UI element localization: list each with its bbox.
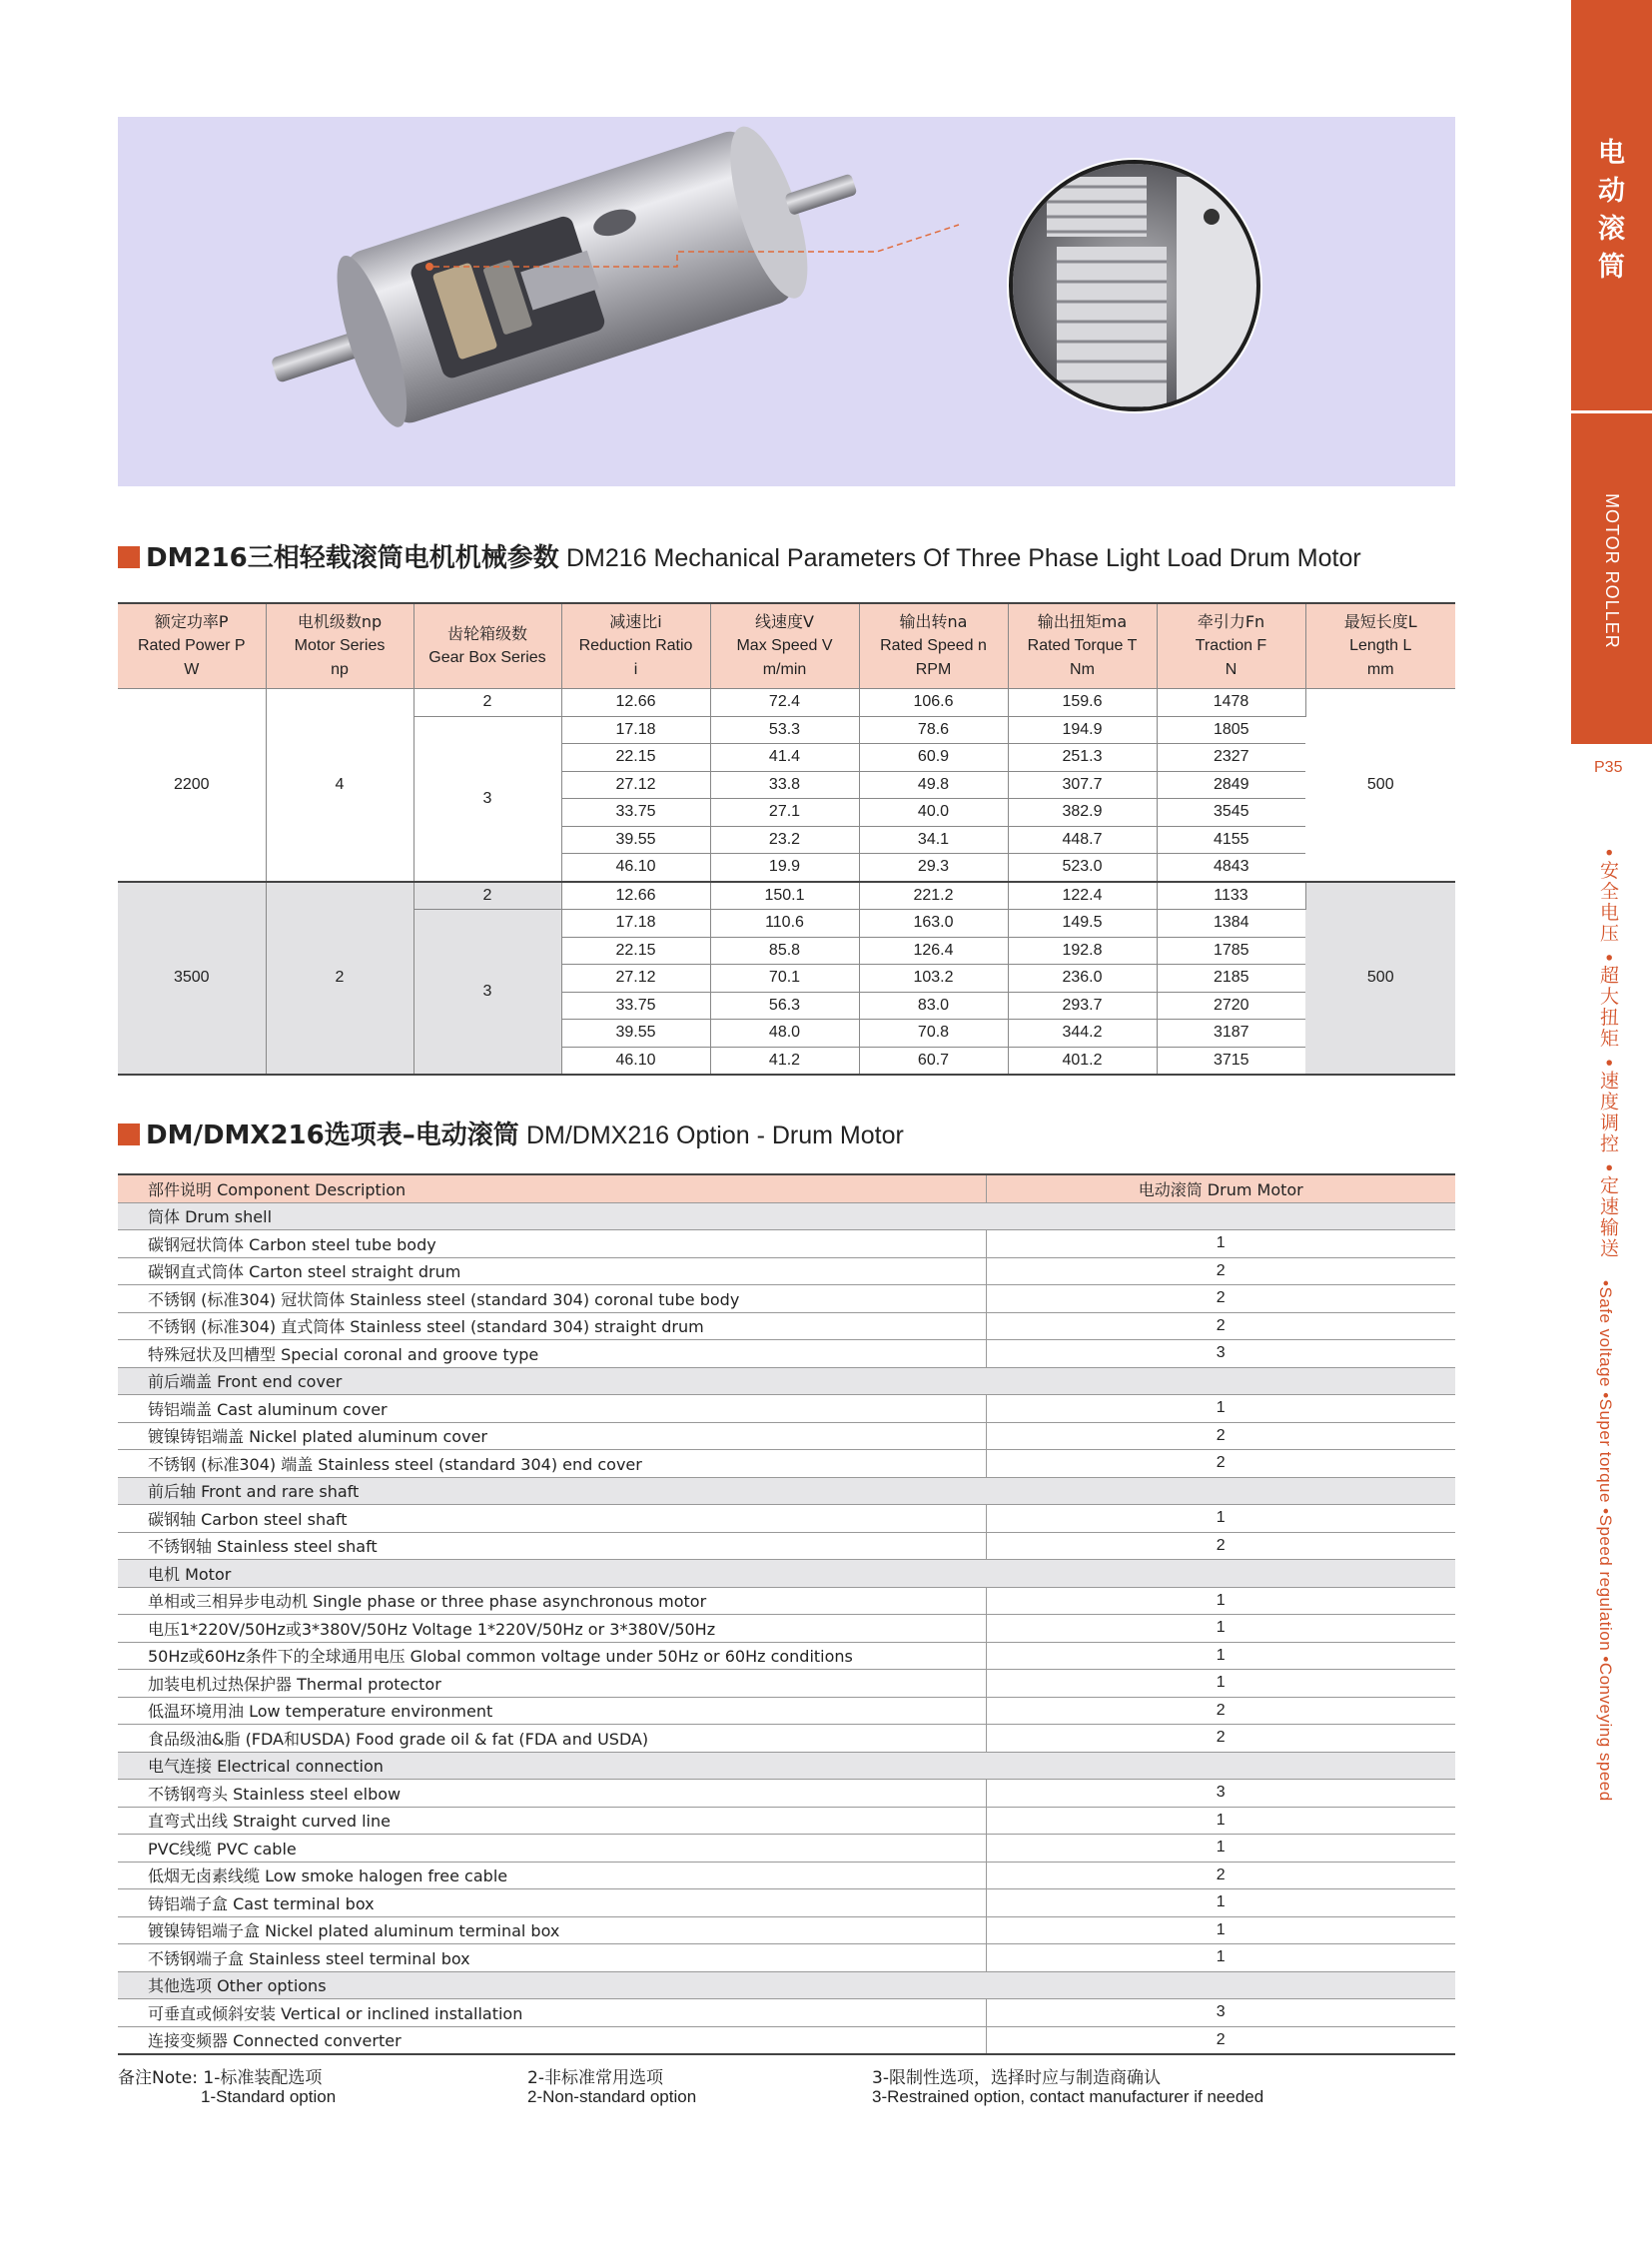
option-item-value: 2 [986, 1257, 1455, 1285]
sidebar-category-en: MOTOR ROLLER [1602, 493, 1622, 649]
param-header-line: Rated Power P [137, 637, 246, 654]
option-item-value: 2 [986, 1285, 1455, 1313]
param-value-cell: 194.9 [1008, 716, 1157, 744]
param-header-line: Motor Series [294, 637, 386, 654]
option-table-header [118, 1174, 1455, 1202]
option-item-description: 食品级油&脂 (FDA和USDA) Food grade oil & fat (FDA and USDA) [118, 1725, 986, 1753]
param-value-cell: 401.2 [1008, 1047, 1157, 1075]
param-header-line: Rated Torque T [1027, 637, 1138, 654]
option-group-row [118, 1971, 1455, 1999]
option-item-row [118, 1944, 1455, 1972]
option-group-name: 筒体 Drum shell [118, 1202, 1455, 1230]
option-item-description: 不锈钢端子盒 Stainless steel terminal box [118, 1944, 986, 1972]
option-item-row [118, 2026, 1455, 2054]
option-item-value: 2 [986, 1725, 1455, 1753]
option-item-description: 镀镍铸铝端子盒 Nickel plated aluminum terminal box [118, 1916, 986, 1944]
option-item-value: 2 [986, 1532, 1455, 1560]
option-item-row [118, 1257, 1455, 1285]
param-value-cell: 27.1 [710, 799, 859, 827]
option-item-description: 不锈钢轴 Stainless steel shaft [118, 1532, 986, 1560]
gear-box-cell: 2 [413, 882, 561, 910]
param-value-cell: 110.6 [710, 910, 859, 938]
option-item-description: 不锈钢 (标准304) 冠状筒体 Stainless steel (standard 304) coronal tube body [118, 1285, 986, 1313]
param-header-line: 电机级数np [297, 612, 383, 631]
option-header-drum-motor: 电动滚筒 Drum Motor [986, 1174, 1455, 1202]
param-value-cell: 251.3 [1008, 744, 1157, 772]
sidebar-divider [1571, 741, 1652, 744]
param-value-cell: 19.9 [710, 854, 859, 882]
param-value-cell: 4843 [1157, 854, 1305, 882]
param-value-cell: 70.8 [859, 1020, 1008, 1048]
option-item-value: 1 [986, 1835, 1455, 1863]
option-item-row [118, 1587, 1455, 1615]
option-item-row [118, 1615, 1455, 1643]
param-value-cell: 17.18 [561, 716, 710, 744]
param-header-line: W [184, 661, 200, 678]
option-item-row [118, 1505, 1455, 1533]
param-value-cell: 41.4 [710, 744, 859, 772]
parameter-table [118, 602, 1455, 1076]
option-item-description: 直弯式出线 Straight curved line [118, 1807, 986, 1835]
option-item-row [118, 1670, 1455, 1698]
param-value-cell: 159.6 [1008, 689, 1157, 717]
param-header-line: Length L [1349, 637, 1412, 654]
section-title-en: DM/DMX216 Option - Drum Motor [525, 1121, 904, 1149]
option-item-description: 碳钢轴 Carbon steel shaft [118, 1505, 986, 1533]
param-value-cell: 122.4 [1008, 882, 1157, 910]
option-item-row [118, 1807, 1455, 1835]
param-value-cell: 46.10 [561, 1047, 710, 1075]
param-header-line: 齿轮箱级数 [446, 624, 527, 643]
option-item-description: 碳钢直式筒体 Carton steel straight drum [118, 1257, 986, 1285]
param-header-line: N [1225, 661, 1238, 678]
param-value-cell: 1384 [1157, 910, 1305, 938]
param-header-line: mm [1366, 661, 1394, 678]
motor-series-cell: 2 [266, 882, 413, 1076]
option-item-value: 1 [986, 1642, 1455, 1670]
param-header-0 [118, 603, 266, 689]
param-value-cell: 12.66 [561, 882, 710, 910]
param-value-cell: 33.8 [710, 771, 859, 799]
param-header-line: Traction F [1195, 637, 1267, 654]
product-hero-image [118, 117, 1455, 486]
param-header-2 [413, 603, 561, 689]
section-title-en: DM216 Mechanical Parameters Of Three Phase Light Load Drum Motor [565, 544, 1361, 572]
note-label: 备注Note: 1-标准装配选项 [118, 2068, 323, 2088]
param-value-cell: 2849 [1157, 771, 1305, 799]
option-table [118, 1173, 1455, 2055]
param-value-cell: 23.2 [710, 826, 859, 854]
option-item-row [118, 1889, 1455, 1917]
param-value-cell: 39.55 [561, 826, 710, 854]
param-value-cell: 344.2 [1008, 1020, 1157, 1048]
param-value-cell: 1133 [1157, 882, 1305, 910]
param-value-cell: 126.4 [859, 937, 1008, 965]
option-item-row [118, 1395, 1455, 1423]
param-value-cell: 2720 [1157, 992, 1305, 1020]
option-item-description: 铸铝端盖 Cast aluminum cover [118, 1395, 986, 1423]
option-item-value: 3 [986, 1999, 1455, 2027]
param-header-line: 牵引力Fn [1197, 612, 1265, 631]
option-group-name: 其他选项 Other options [118, 1971, 1455, 1999]
option-item-row [118, 1422, 1455, 1450]
option-item-value: 3 [986, 1340, 1455, 1368]
param-header-6 [1008, 603, 1157, 689]
param-value-cell: 72.4 [710, 689, 859, 717]
rated-power-cell: 3500 [118, 882, 266, 1076]
param-value-cell: 4155 [1157, 826, 1305, 854]
param-value-cell: 83.0 [859, 992, 1008, 1020]
option-item-value: 1 [986, 1587, 1455, 1615]
option-group-row [118, 1752, 1455, 1780]
param-header-line: m/min [762, 661, 807, 678]
param-value-cell: 27.12 [561, 771, 710, 799]
gear-box-cell: 2 [413, 689, 561, 717]
option-item-description: 低烟无卤素线缆 Low smoke halogen free cable [118, 1862, 986, 1889]
param-value-cell: 29.3 [859, 854, 1008, 882]
length-cell: 500 [1305, 882, 1455, 1076]
page-number: P35 [1594, 759, 1623, 776]
option-item-value: 2 [986, 1450, 1455, 1478]
param-value-cell: 60.9 [859, 744, 1008, 772]
param-value-cell: 22.15 [561, 744, 710, 772]
option-item-value: 1 [986, 1670, 1455, 1698]
option-item-description: 50Hz或60Hz条件下的全球通用电压 Global common voltage under 50Hz or 60Hz conditions [118, 1642, 986, 1670]
param-value-cell: 70.1 [710, 965, 859, 993]
param-value-cell: 17.18 [561, 910, 710, 938]
option-group-name: 前后端盖 Front end cover [118, 1367, 1455, 1395]
param-header-line: i [633, 661, 638, 678]
length-cell: 500 [1305, 689, 1455, 882]
option-item-description: 不锈钢弯头 Stainless steel elbow [118, 1780, 986, 1808]
param-value-cell: 523.0 [1008, 854, 1157, 882]
param-value-cell: 48.0 [710, 1020, 859, 1048]
param-value-cell: 40.0 [859, 799, 1008, 827]
param-header-line: 最短长度L [1343, 612, 1417, 631]
param-value-cell: 49.8 [859, 771, 1008, 799]
option-item-value: 1 [986, 1889, 1455, 1917]
option-item-value: 1 [986, 1944, 1455, 1972]
sidebar-features-cn: •安全电压 •超大扭矩 •速度调控 •定速输送 [1597, 847, 1619, 1259]
option-item-description: 不锈钢 (标准304) 直式筒体 Stainless steel (standard 304) straight drum [118, 1312, 986, 1340]
param-header-line: Max Speed V [736, 637, 833, 654]
option-item-value: 2 [986, 1422, 1455, 1450]
parameter-table-header [118, 603, 1455, 689]
param-value-cell: 163.0 [859, 910, 1008, 938]
option-item-row [118, 1532, 1455, 1560]
option-item-row [118, 1697, 1455, 1725]
option-group-row [118, 1367, 1455, 1395]
note-2-en: 2-Non-standard option [527, 2087, 697, 2106]
option-item-row [118, 1230, 1455, 1258]
option-group-name: 电机 Motor [118, 1560, 1455, 1588]
option-item-value: 2 [986, 1312, 1455, 1340]
option-group-name: 前后轴 Front and rare shaft [118, 1477, 1455, 1505]
option-item-description: 低温环境用油 Low temperature environment [118, 1697, 986, 1725]
param-header-line: Rated Speed n [880, 637, 987, 654]
param-header-line: 输出扭矩ma [1037, 612, 1128, 631]
sidebar-category-block [1571, 0, 1652, 410]
param-value-cell: 53.3 [710, 716, 859, 744]
option-item-row [118, 1285, 1455, 1313]
option-item-value: 2 [986, 2026, 1455, 2054]
param-value-cell: 46.10 [561, 854, 710, 882]
drum-motor-illustration [118, 117, 1455, 486]
param-header-4 [710, 603, 859, 689]
param-value-cell: 3545 [1157, 799, 1305, 827]
gear-box-cell: 3 [413, 910, 561, 1076]
option-item-value: 1 [986, 1807, 1455, 1835]
sidebar-features-en: •Safe voltage •Super torque •Speed regulation •Conveying speed [1596, 1280, 1615, 1802]
option-item-value: 1 [986, 1615, 1455, 1643]
param-value-cell: 293.7 [1008, 992, 1157, 1020]
option-item-description: 镀镍铸铝端盖 Nickel plated aluminum cover [118, 1422, 986, 1450]
param-value-cell: 12.66 [561, 689, 710, 717]
option-group-row [118, 1202, 1455, 1230]
param-header-line: np [331, 661, 349, 678]
option-item-value: 2 [986, 1862, 1455, 1889]
param-header-line: 减速比i [609, 612, 662, 631]
param-value-cell: 3187 [1157, 1020, 1305, 1048]
option-item-row [118, 1780, 1455, 1808]
rated-power-cell: 2200 [118, 689, 266, 882]
param-value-cell: 150.1 [710, 882, 859, 910]
param-value-cell: 33.75 [561, 799, 710, 827]
option-item-description: 电压1*220V/50Hz或3*380V/50Hz Voltage 1*220V/50Hz or 3*380V/50Hz [118, 1615, 986, 1643]
param-value-cell: 27.12 [561, 965, 710, 993]
note-1-en: 1-Standard option [201, 2087, 337, 2106]
option-group-row [118, 1477, 1455, 1505]
option-item-description: 连接变频器 Connected converter [118, 2026, 986, 2054]
param-header-5 [859, 603, 1008, 689]
option-item-description: 铸铝端子盒 Cast terminal box [118, 1889, 986, 1917]
option-item-description: 单相或三相异步电动机 Single phase or three phase asynchronous motor [118, 1587, 986, 1615]
param-value-cell: 22.15 [561, 937, 710, 965]
param-value-cell: 85.8 [710, 937, 859, 965]
option-item-description: 加装电机过热保护器 Thermal protector [118, 1670, 986, 1698]
param-header-1 [266, 603, 413, 689]
param-header-7 [1157, 603, 1305, 689]
option-item-row [118, 1312, 1455, 1340]
option-item-value: 2 [986, 1697, 1455, 1725]
param-value-cell: 382.9 [1008, 799, 1157, 827]
title-square-icon [118, 546, 140, 568]
section-title-parameters [118, 537, 1361, 574]
param-value-cell: 78.6 [859, 716, 1008, 744]
param-header-3 [561, 603, 710, 689]
param-value-cell: 1785 [1157, 937, 1305, 965]
sidebar-category-en-block [1571, 413, 1652, 741]
option-item-row [118, 1340, 1455, 1368]
param-value-cell: 448.7 [1008, 826, 1157, 854]
param-value-cell: 2327 [1157, 744, 1305, 772]
param-header-8 [1305, 603, 1455, 689]
note-3-en: 3-Restrained option, contact manufacturer if needed [872, 2087, 1264, 2106]
option-item-description: 碳钢冠状筒体 Carbon steel tube body [118, 1230, 986, 1258]
option-item-row [118, 1916, 1455, 1944]
sidebar-category-cn: 电动滚筒 [1598, 138, 1625, 283]
param-value-cell: 39.55 [561, 1020, 710, 1048]
param-value-cell: 41.2 [710, 1047, 859, 1075]
option-group-name: 电气连接 Electrical connection [118, 1752, 1455, 1780]
option-item-row [118, 1999, 1455, 2027]
param-header-line: 额定功率P [154, 612, 229, 631]
option-item-row [118, 1450, 1455, 1478]
param-value-cell: 192.8 [1008, 937, 1157, 965]
param-header-line: Nm [1070, 661, 1095, 678]
section-title-options [118, 1115, 904, 1151]
param-value-cell: 236.0 [1008, 965, 1157, 993]
option-item-description: PVC线缆 PVC cable [118, 1835, 986, 1863]
param-value-cell: 307.7 [1008, 771, 1157, 799]
param-value-cell: 60.7 [859, 1047, 1008, 1075]
option-item-value: 1 [986, 1916, 1455, 1944]
param-value-cell: 149.5 [1008, 910, 1157, 938]
param-header-line: Gear Box Series [428, 649, 546, 666]
param-header-line: Reduction Ratio [578, 637, 693, 654]
motor-series-cell: 4 [266, 689, 413, 882]
param-value-cell: 56.3 [710, 992, 859, 1020]
param-value-cell: 3715 [1157, 1047, 1305, 1075]
gear-box-cell: 3 [413, 716, 561, 882]
section-title-cn: DM/DMX216选项表–电动滚筒 [146, 1120, 519, 1150]
param-value-cell: 1805 [1157, 716, 1305, 744]
title-square-icon [118, 1123, 140, 1145]
param-row [118, 689, 1455, 717]
param-value-cell: 221.2 [859, 882, 1008, 910]
note-3-cn: 3-限制性选项，选择时应与制造商确认 [872, 2068, 1161, 2088]
option-item-description: 可垂直或倾斜安装 Vertical or inclined installation [118, 1999, 986, 2027]
option-item-value: 1 [986, 1505, 1455, 1533]
option-item-row [118, 1835, 1455, 1863]
option-group-row [118, 1560, 1455, 1588]
section-title-cn: DM216三相轻载滚筒电机机械参数 [146, 543, 559, 573]
option-item-description: 特殊冠状及凹槽型 Special coronal and groove type [118, 1340, 986, 1368]
param-value-cell: 103.2 [859, 965, 1008, 993]
option-item-row [118, 1642, 1455, 1670]
param-value-cell: 33.75 [561, 992, 710, 1020]
param-row [118, 882, 1455, 910]
option-item-value: 1 [986, 1230, 1455, 1258]
option-item-description: 不锈钢 (标准304) 端盖 Stainless steel (standard 304) end cover [118, 1450, 986, 1478]
note-2-cn: 2-非标准常用选项 [527, 2068, 663, 2088]
option-header-description: 部件说明 Component Description [118, 1174, 986, 1202]
option-item-value: 1 [986, 1395, 1455, 1423]
param-value-cell: 1478 [1157, 689, 1305, 717]
param-value-cell: 106.6 [859, 689, 1008, 717]
option-item-row [118, 1725, 1455, 1753]
param-value-cell: 34.1 [859, 826, 1008, 854]
option-item-row [118, 1862, 1455, 1889]
param-header-line: 输出转na [899, 612, 968, 631]
param-value-cell: 2185 [1157, 965, 1305, 993]
param-header-line: 线速度V [755, 612, 814, 631]
param-header-line: RPM [915, 661, 952, 678]
option-item-value: 3 [986, 1780, 1455, 1808]
